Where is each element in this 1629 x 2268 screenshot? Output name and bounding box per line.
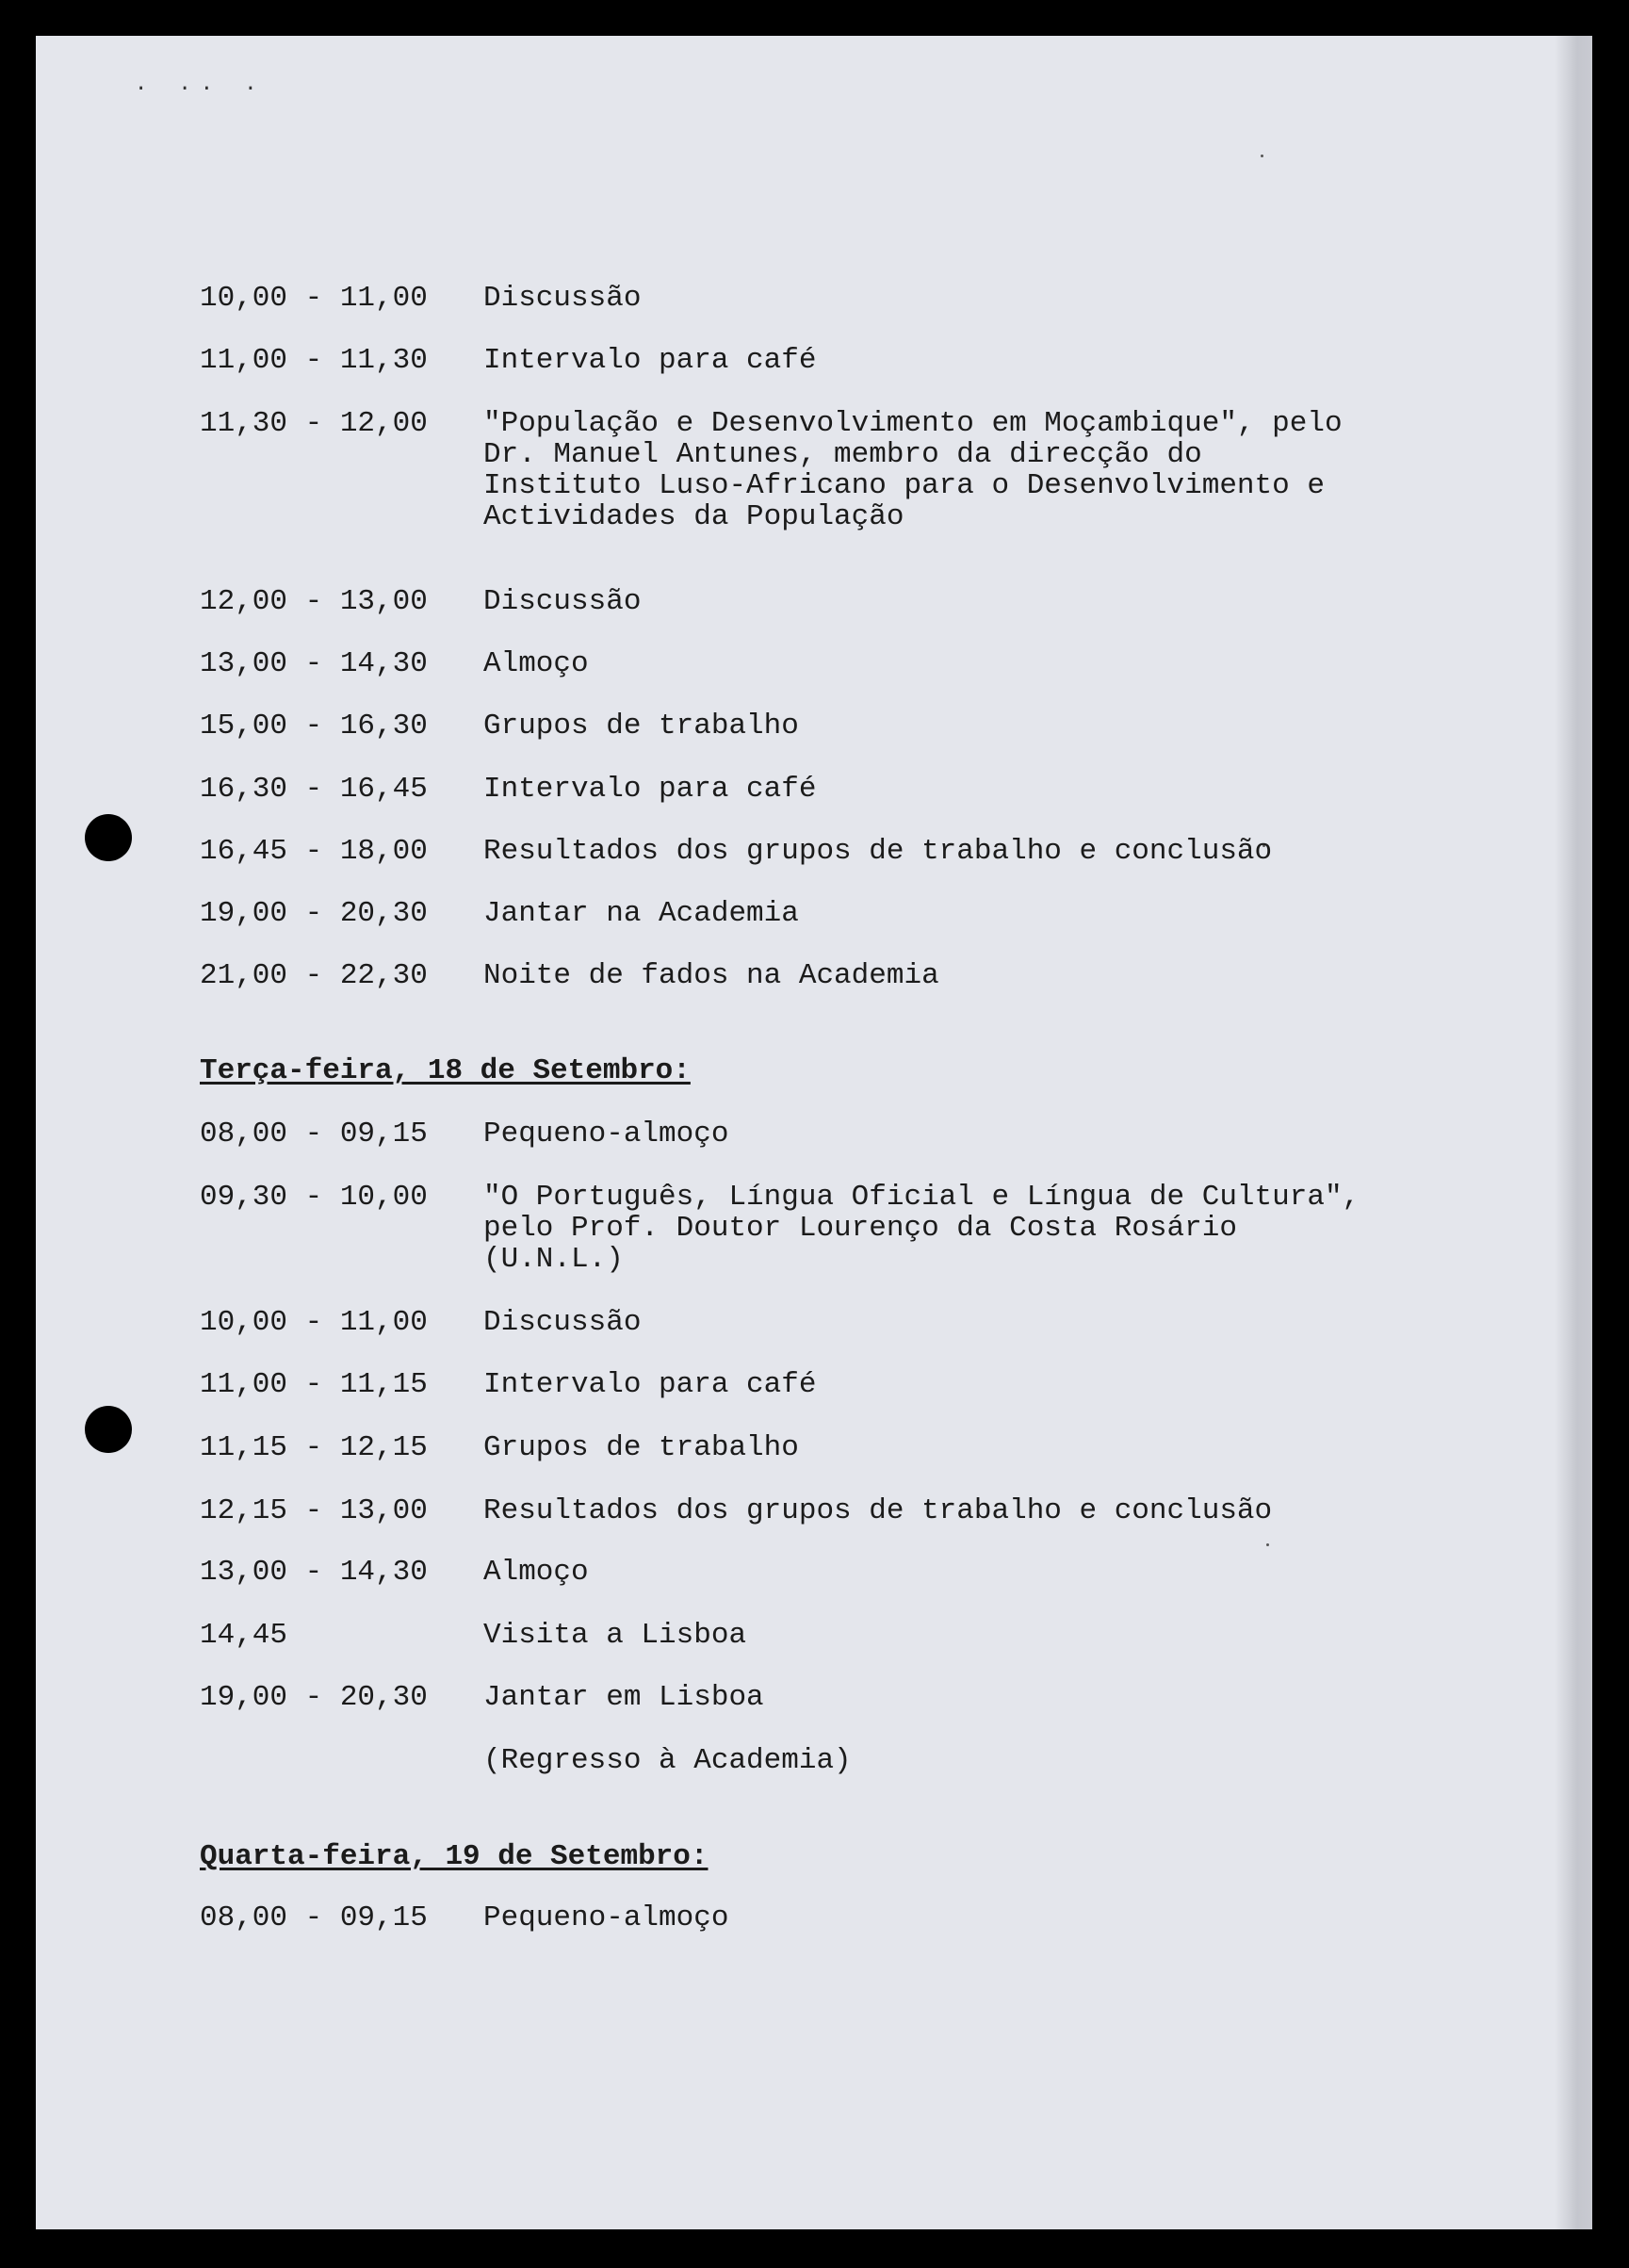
- activity: Pequeno-almoço: [483, 1118, 729, 1150]
- activity: Visita a Lisboa: [483, 1619, 747, 1652]
- time-range: 10,00 - 11,00: [200, 1306, 428, 1339]
- activity: "População e Desenvolvimento em Moçambique", pelo Dr. Manuel Antunes, membro da direcção do Instituto Luso-Africano para o Desenvolvimento e Actividades da População: [483, 407, 1343, 533]
- time-range: 19,00 - 20,30: [200, 897, 428, 930]
- activity: Grupos de trabalho: [483, 710, 799, 742]
- activity: "O Português, Língua Oficial e Língua de Cultura", pelo Prof. Doutor Lourenço da Costa Rosário (U.N.L.): [483, 1181, 1360, 1276]
- time-range: 16,45 - 18,00: [200, 835, 428, 868]
- activity: Grupos de trabalho: [483, 1431, 799, 1464]
- activity: Resultados dos grupos de trabalho e conclusão: [483, 1494, 1273, 1527]
- activity: Intervalo para café: [483, 1368, 817, 1401]
- page-edge-shadow: [1555, 36, 1592, 2229]
- activity: Intervalo para café: [483, 773, 817, 806]
- activity: Discussão: [483, 1306, 642, 1339]
- time-range: 08,00 - 09,15: [200, 1901, 428, 1934]
- time-range: 14,45: [200, 1619, 288, 1652]
- activity: Almoço: [483, 1556, 589, 1589]
- time-range: 11,30 - 12,00: [200, 407, 428, 440]
- activity: Resultados dos grupos de trabalho e conclusão: [483, 835, 1273, 868]
- activity: Jantar em Lisboa: [483, 1681, 764, 1714]
- time-range: 19,00 - 20,30: [200, 1681, 428, 1714]
- activity: (Regresso à Academia): [483, 1744, 852, 1777]
- day-heading-tuesday: Terça-feira, 18 de Setembro:: [200, 1054, 691, 1087]
- time-range: 13,00 - 14,30: [200, 647, 428, 680]
- scan-speck: [1261, 155, 1263, 157]
- activity: Intervalo para café: [483, 344, 817, 377]
- activity: Pequeno-almoço: [483, 1901, 729, 1934]
- time-range: 11,00 - 11,15: [200, 1368, 428, 1401]
- activity: Jantar na Academia: [483, 897, 799, 930]
- top-marks: · ·· ·: [135, 77, 267, 101]
- scan-speck: [1266, 1543, 1269, 1546]
- time-range: 10,00 - 11,00: [200, 282, 428, 315]
- time-range: 13,00 - 14,30: [200, 1556, 428, 1589]
- time-range: 16,30 - 16,45: [200, 773, 428, 806]
- time-range: 12,00 - 13,00: [200, 585, 428, 618]
- time-range: 11,00 - 11,30: [200, 344, 428, 377]
- activity: Discussão: [483, 282, 642, 315]
- activity: Almoço: [483, 647, 589, 680]
- day-heading-wednesday: Quarta-feira, 19 de Setembro:: [200, 1840, 709, 1873]
- time-range: 08,00 - 09,15: [200, 1118, 428, 1150]
- time-range: 11,15 - 12,15: [200, 1431, 428, 1464]
- time-range: 09,30 - 10,00: [200, 1181, 428, 1214]
- punch-hole-icon: [85, 814, 132, 861]
- time-range: 15,00 - 16,30: [200, 710, 428, 742]
- time-range: 12,15 - 13,00: [200, 1494, 428, 1527]
- document-page: [36, 36, 1592, 2229]
- time-range: 21,00 - 22,30: [200, 959, 428, 992]
- activity: Discussão: [483, 585, 642, 618]
- punch-hole-icon: [85, 1406, 132, 1453]
- activity: Noite de fados na Academia: [483, 959, 939, 992]
